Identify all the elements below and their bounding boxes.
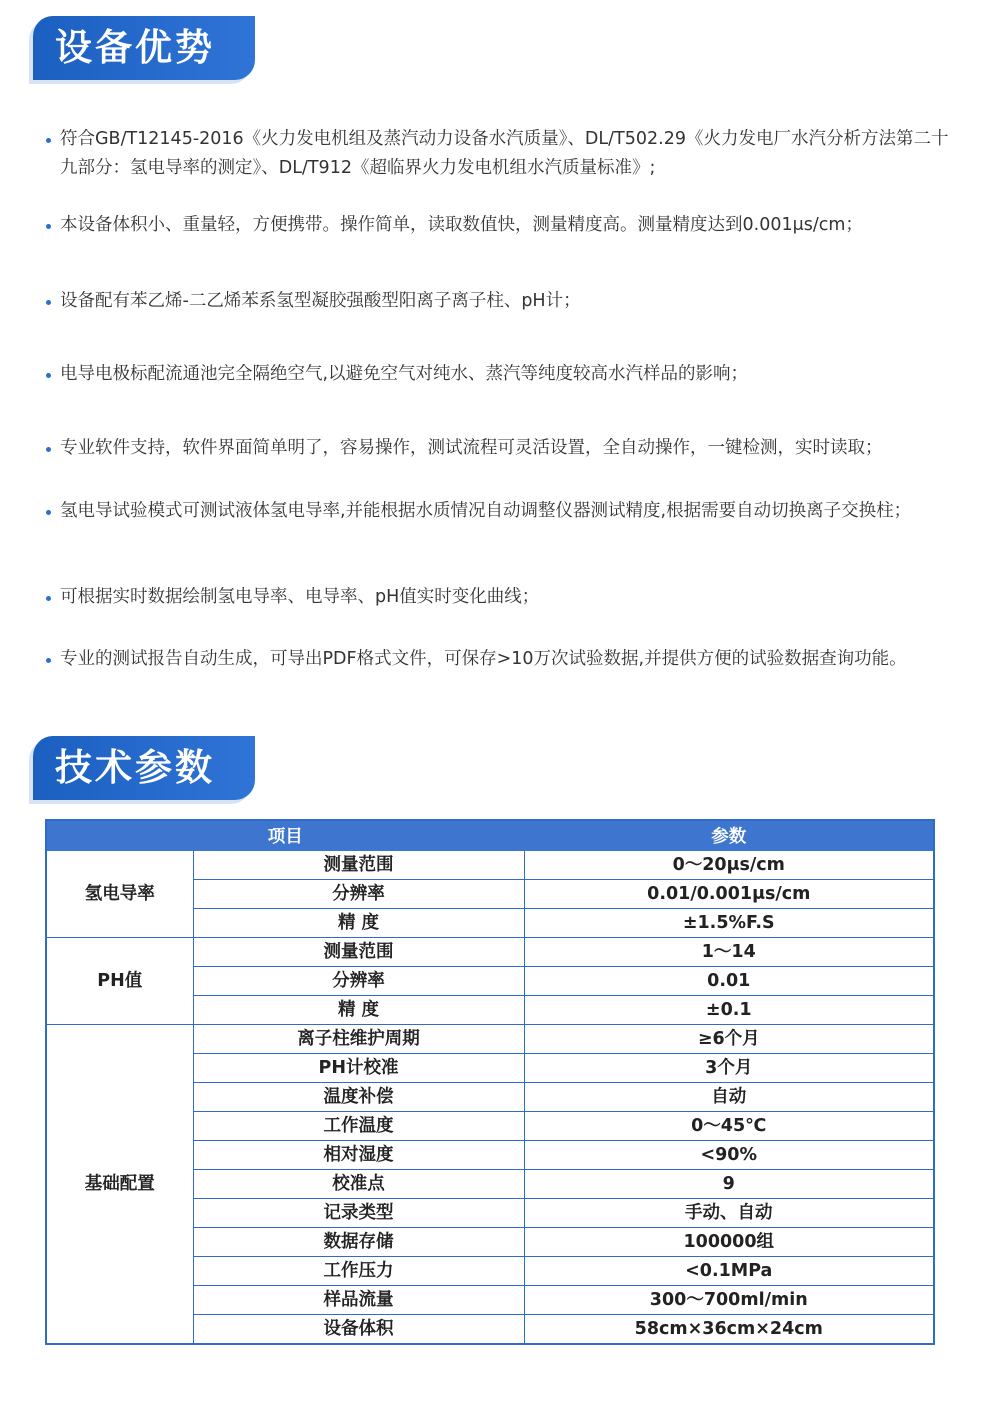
table-header-row	[46, 820, 934, 851]
item-cell: 分辨率	[193, 967, 524, 996]
advantages-heading: 设备优势	[55, 26, 215, 69]
advantage-text: 氢电导试验模式可测试液体氢电导率,并能根据水质情况自动调整仪器测试精度,根据需要自动切换离子交换柱；	[60, 501, 912, 521]
advantage-text: 符合GB/T12145-2016《火力发电机组及蒸汽动力设备水汽质量》、DL/T502.29《火力发电厂水汽分析方法第二十九部分：氢电导率的测定》、DL/T912《超临界火力发电机组水汽质量标准》;	[60, 129, 949, 178]
advantage-item	[46, 434, 950, 463]
table-row	[46, 1025, 934, 1054]
bullet-dot-icon	[46, 138, 51, 143]
item-cell: 测量范围	[193, 938, 524, 967]
value-cell: 0～45℃	[524, 1112, 934, 1141]
value-cell: ±1.5%F.S	[524, 909, 934, 938]
item-cell: 校准点	[193, 1170, 524, 1199]
item-cell: 样品流量	[193, 1286, 524, 1315]
table-row	[46, 851, 934, 880]
value-cell: 58cm×36cm×24cm	[524, 1315, 934, 1345]
value-cell: 3个月	[524, 1054, 934, 1083]
item-cell: 精 度	[193, 996, 524, 1025]
bullet-dot-icon	[46, 300, 51, 305]
value-cell: 300～700ml/min	[524, 1286, 934, 1315]
header-item: 项目	[46, 820, 524, 851]
advantage-item	[46, 360, 950, 389]
value-cell: ≥6个月	[524, 1025, 934, 1054]
group-cell: 基础配置	[46, 1025, 193, 1345]
advantage-text: 专业软件支持，软件界面简单明了，容易操作，测试流程可灵活设置，全自动操作，一键检测，实时读取；	[60, 438, 883, 458]
advantage-item	[46, 583, 950, 612]
item-cell: 离子柱维护周期	[193, 1025, 524, 1054]
item-cell: PH计校准	[193, 1054, 524, 1083]
advantage-text: 可根据实时数据绘制氢电导率、电导率、pH值实时变化曲线；	[60, 587, 540, 607]
item-cell: 分辨率	[193, 880, 524, 909]
bullet-dot-icon	[46, 373, 51, 378]
advantage-item	[46, 287, 950, 316]
advantages-section-header	[33, 16, 255, 80]
bullet-dot-icon	[46, 224, 51, 229]
value-cell: 0.01	[524, 967, 934, 996]
value-cell: 100000组	[524, 1228, 934, 1257]
group-cell: PH值	[46, 938, 193, 1025]
specs-section-header	[33, 736, 255, 800]
bullet-dot-icon	[46, 596, 51, 601]
advantage-text: 专业的测试报告自动生成，可导出PDF格式文件，可保存>10万次试验数据,并提供方便的试验数据查询功能。	[60, 649, 907, 669]
bullet-dot-icon	[46, 658, 51, 663]
item-cell: 工作压力	[193, 1257, 524, 1286]
value-cell: <0.1MPa	[524, 1257, 934, 1286]
value-cell: 9	[524, 1170, 934, 1199]
value-cell: 0～20μs/cm	[524, 851, 934, 880]
item-cell: 数据存储	[193, 1228, 524, 1257]
value-cell: <90%	[524, 1141, 934, 1170]
header-param: 参数	[524, 820, 934, 851]
spec-table	[45, 819, 935, 1345]
specs-heading: 技术参数	[55, 746, 215, 789]
item-cell: 精 度	[193, 909, 524, 938]
bullet-dot-icon	[46, 510, 51, 515]
value-cell: ±0.1	[524, 996, 934, 1025]
advantage-item	[46, 497, 950, 526]
value-cell: 0.01/0.001μs/cm	[524, 880, 934, 909]
item-cell: 温度补偿	[193, 1083, 524, 1112]
item-cell: 相对湿度	[193, 1141, 524, 1170]
item-cell: 设备体积	[193, 1315, 524, 1345]
advantage-item	[46, 645, 950, 674]
value-cell: 1～14	[524, 938, 934, 967]
advantage-text: 本设备体积小、重量轻，方便携带。操作简单，读取数值快，测量精度高。测量精度达到0.001μs/cm；	[60, 215, 863, 235]
bullet-dot-icon	[46, 447, 51, 452]
value-cell: 手动、自动	[524, 1199, 934, 1228]
item-cell: 测量范围	[193, 851, 524, 880]
group-cell: 氢电导率	[46, 851, 193, 938]
advantage-text: 电导电极标配流通池完全隔绝空气,以避免空气对纯水、蒸汽等纯度较高水汽样品的影响；	[60, 364, 749, 384]
table-row	[46, 938, 934, 967]
item-cell: 工作温度	[193, 1112, 524, 1141]
advantage-item	[46, 211, 950, 240]
value-cell: 自动	[524, 1083, 934, 1112]
advantage-text: 设备配有苯乙烯-二乙烯苯系氢型凝胶强酸型阳离子离子柱、pH计；	[60, 291, 581, 311]
advantage-item	[46, 125, 950, 183]
item-cell: 记录类型	[193, 1199, 524, 1228]
